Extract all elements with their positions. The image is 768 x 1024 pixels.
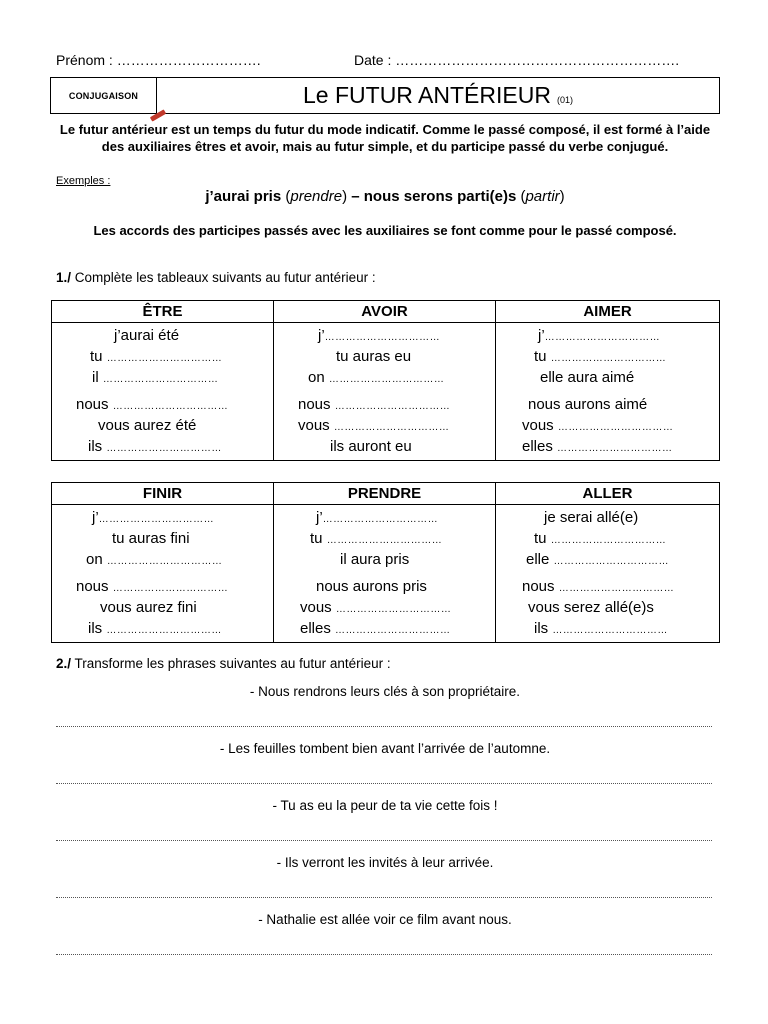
conjugation-line: il aura pris	[340, 551, 410, 568]
sentence-1: - Nous rendrons leurs clés à son propriétaire.	[249, 684, 521, 699]
example-part: j’aurai pris	[205, 188, 282, 205]
conjugation-line[interactable]: tu ……………………………	[90, 348, 223, 365]
question-2	[56, 656, 391, 671]
conjugation-line: je serai allé(e)	[544, 509, 639, 526]
table-header: AVOIR	[274, 301, 496, 323]
question-number: 1./	[56, 270, 72, 285]
blank-dots[interactable]: ……………………………	[335, 625, 451, 636]
table-header: ÊTRE	[52, 301, 274, 323]
blank-dots[interactable]: ……………………………	[326, 535, 443, 546]
logo-text: CONJUGAISON	[68, 90, 139, 101]
question-text: Complète les tableaux suivants au futur antérieur :	[71, 270, 376, 285]
example-part: – nous serons parti(e)s	[351, 188, 517, 205]
conjugation-line[interactable]: nous ……………………………	[522, 578, 675, 595]
example-part: )	[559, 188, 565, 205]
table-cell	[496, 505, 720, 643]
answer-line-2[interactable]	[56, 783, 712, 784]
intro-paragraph: Le futur antérieur est un temps du futur du mode indicatif. Comme le passé composé, il est formé à l’aide des auxiliaires êtres et avoir, mais au futur simple, et du participe passé du verbe conjugué.	[59, 122, 711, 154]
table-cell	[52, 505, 274, 643]
conjugation-line[interactable]: nous ……………………………	[76, 578, 229, 595]
blank-dots[interactable]: ……………………………	[106, 625, 222, 636]
conjugation-line: nous aurons pris	[316, 578, 427, 595]
accords-rule: Les accords des participes passés avec les auxiliaires se font comme pour le passé composé.	[93, 223, 677, 238]
conjugation-line[interactable]: ils ……………………………	[88, 620, 222, 637]
blank-dots[interactable]: ……………………………	[553, 556, 670, 567]
table-header: PRENDRE	[274, 483, 496, 505]
conjugation-line[interactable]: on ……………………………	[308, 369, 445, 386]
table-cell	[274, 323, 496, 461]
blank-dots[interactable]: ……………………………	[335, 604, 452, 615]
conjugation-line: tu auras eu	[336, 348, 412, 365]
title-box	[50, 77, 720, 114]
example-line	[56, 188, 714, 205]
conjugation-line[interactable]: on ……………………………	[86, 551, 223, 568]
conjugation-line[interactable]: il ……………………………	[92, 369, 219, 386]
blank-dots[interactable]: ……………………………	[333, 422, 450, 433]
sentence-5: - Nathalie est allée voir ce film avant nous.	[258, 912, 512, 927]
blank-dots[interactable]: ……………………………	[106, 556, 223, 567]
conjugation-line[interactable]: tu ……………………………	[534, 348, 667, 365]
conjugation-line[interactable]: ils ……………………………	[88, 438, 222, 455]
sentence-2: - Les feuilles tombent bien avant l’arrivée de l’automne.	[219, 741, 551, 756]
conjugation-line[interactable]: ils ……………………………	[534, 620, 668, 637]
conjugaison-logo	[51, 78, 157, 113]
table-header: AIMER	[496, 301, 720, 323]
date-field[interactable]: Date : …………………………………………………….	[354, 52, 680, 68]
blank-dots[interactable]: ……………………………	[112, 401, 229, 412]
blank-dots[interactable]: ……………………………	[558, 583, 675, 594]
conjugation-line[interactable]: nous ……………………………	[298, 396, 451, 413]
sheet-number: (01)	[556, 94, 573, 105]
blank-dots[interactable]: ……………………………	[112, 583, 229, 594]
conjugation-line[interactable]: vous ……………………………	[522, 417, 674, 434]
conjugation-line[interactable]: tu ……………………………	[310, 530, 443, 547]
blank-dots[interactable]: ……………………………	[322, 514, 439, 525]
conjugation-line: ils auront eu	[330, 438, 412, 455]
question-number: 2./	[56, 656, 72, 671]
conjugation-table-2	[51, 482, 720, 643]
example-part: partir	[525, 188, 560, 205]
prenom-field[interactable]: Prénom : ………………………….	[56, 52, 261, 68]
conjugation-line[interactable]: vous ……………………………	[300, 599, 452, 616]
page-title	[157, 78, 719, 113]
conjugation-line[interactable]: j’……………………………	[316, 509, 439, 526]
conjugation-line: tu auras fini	[112, 530, 190, 547]
blank-dots[interactable]: ……………………………	[324, 332, 441, 343]
answer-line-1[interactable]	[56, 726, 712, 727]
question-text: Transforme les phrases suivantes au futur antérieur :	[71, 656, 391, 671]
conjugation-line[interactable]: tu ……………………………	[534, 530, 667, 547]
example-part: (	[281, 188, 291, 205]
answer-line-5[interactable]	[56, 954, 712, 955]
conjugation-line[interactable]: elle ……………………………	[526, 551, 670, 568]
blank-dots[interactable]: ……………………………	[552, 625, 668, 636]
blank-dots[interactable]: ……………………………	[334, 401, 451, 412]
blank-dots[interactable]: ……………………………	[544, 332, 661, 343]
example-part: )	[342, 188, 352, 205]
conjugation-line[interactable]: nous ……………………………	[76, 396, 229, 413]
conjugation-line: vous aurez été	[98, 417, 197, 434]
table-cell	[274, 505, 496, 643]
example-part: prendre	[290, 188, 343, 205]
blank-dots[interactable]: ……………………………	[106, 353, 223, 364]
blank-dots[interactable]: ……………………………	[550, 535, 667, 546]
question-1	[56, 270, 376, 285]
blank-dots[interactable]: ……………………………	[557, 443, 673, 454]
conjugation-line[interactable]: elles ……………………………	[522, 438, 673, 455]
conjugation-line: vous aurez fini	[100, 599, 197, 616]
conjugation-line: vous serez allé(e)s	[528, 599, 654, 616]
exemples-label: Exemples :	[56, 175, 111, 187]
conjugation-table-1	[51, 300, 720, 461]
conjugation-line: nous aurons aimé	[528, 396, 648, 413]
conjugation-line[interactable]: j’……………………………	[318, 327, 441, 344]
blank-dots[interactable]: ……………………………	[557, 422, 674, 433]
student-header	[56, 52, 716, 72]
conjugation-line[interactable]: j’……………………………	[538, 327, 661, 344]
conjugation-line[interactable]: vous ……………………………	[298, 417, 450, 434]
table-cell	[496, 323, 720, 461]
blank-dots[interactable]: ……………………………	[328, 374, 445, 385]
answer-line-3[interactable]	[56, 840, 712, 841]
sentence-3: - Tu as eu la peur de ta vie cette fois !	[272, 798, 498, 813]
title-text: Le FUTUR ANTÉRIEUR	[303, 82, 551, 108]
conjugation-line[interactable]: elles ……………………………	[300, 620, 451, 637]
conjugation-line[interactable]: j’……………………………	[92, 509, 215, 526]
example-part: (	[516, 188, 526, 205]
table-header: ALLER	[496, 483, 720, 505]
table-cell	[52, 323, 274, 461]
blank-dots[interactable]: ……………………………	[550, 353, 667, 364]
conjugation-line: elle aura aimé	[540, 369, 635, 386]
conjugation-line: j’aurai été	[114, 327, 180, 344]
blank-dots[interactable]: ……………………………	[102, 374, 219, 385]
table-header: FINIR	[52, 483, 274, 505]
blank-dots[interactable]: ……………………………	[106, 443, 222, 454]
blank-dots[interactable]: ……………………………	[98, 514, 215, 525]
sentence-4: - Ils verront les invités à leur arrivée.	[276, 855, 494, 870]
answer-line-4[interactable]	[56, 897, 712, 898]
